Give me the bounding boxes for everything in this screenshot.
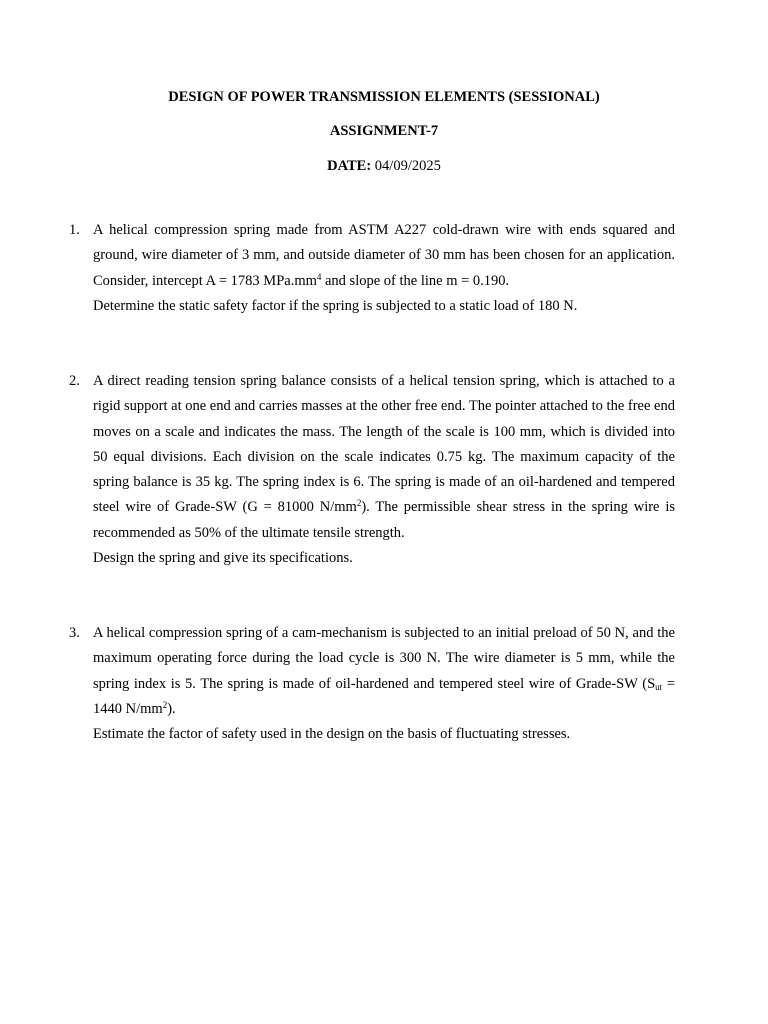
- question-text: A helical compression spring of a cam-mechanism is subjected to an initial preload of 50 N, and the maximum operating force during the load cycle is 300 N. The wire diameter is 5 mm, while the spring index is 5. The spring is made of oil-hardened and tempered steel wire of Grade-SW ($S_{ut} = 1440$ $N/mm^2$).: [93, 625, 675, 717]
- document-title: DESIGN OF POWER TRANSMISSION ELEMENTS (SESSIONAL): [168, 89, 600, 105]
- superscript: 4: [316, 271, 322, 282]
- date-value: 04/09/2025: [374, 158, 441, 174]
- question-task: Design the spring and give its specifications.: [93, 550, 353, 567]
- question-body: [93, 369, 675, 571]
- superscript: 2: [162, 699, 168, 710]
- question-body: [93, 621, 675, 747]
- question-number: 1.: [69, 222, 80, 238]
- date-label: DATE:: [327, 158, 372, 174]
- question-text: A helical compression spring made from ASTM A227 cold-drawn wire with ends squared and ground, wire diameter of 3 mm, and outside diameter of 30 mm has been chosen for an application. Consider, intercept A = 1783 $MPa.mm^4$ and slope of the line m = 0.190.: [93, 222, 675, 289]
- subscript: ut: [655, 681, 663, 692]
- question-text: A direct reading tension spring balance consists of a helical tension spring, which is attached to a rigid support at one end and carries masses at the other free end. The pointer attached to the free end moves on a scale and indicates the mass. The length of the scale is 100 mm, which is divided into 50 equal divisions. Each division on the scale indicates 0.75 kg. The maximum capacity of the spring balance is 35 kg. The spring index is 6. The spring is made of an oil-hardened and tempered steel wire of Grade-SW (G = 81000 $N/mm^2$). The permissible shear stress in the spring wire is recommended as 50% of the ultimate tensile strength.: [93, 373, 676, 541]
- question-number: 3.: [69, 625, 80, 641]
- question-body: [93, 218, 675, 319]
- assignment-label: ASSIGNMENT-7: [329, 123, 439, 139]
- question-task: Estimate the factor of safety used in the design on the basis of fluctuating stresses.: [93, 726, 571, 743]
- question-task: Determine the static safety factor if the spring is subjected to a static load of 180 N.: [93, 297, 578, 314]
- superscript: 2: [356, 498, 362, 509]
- question-number: 2.: [69, 373, 80, 389]
- date-line: [0, 157, 768, 175]
